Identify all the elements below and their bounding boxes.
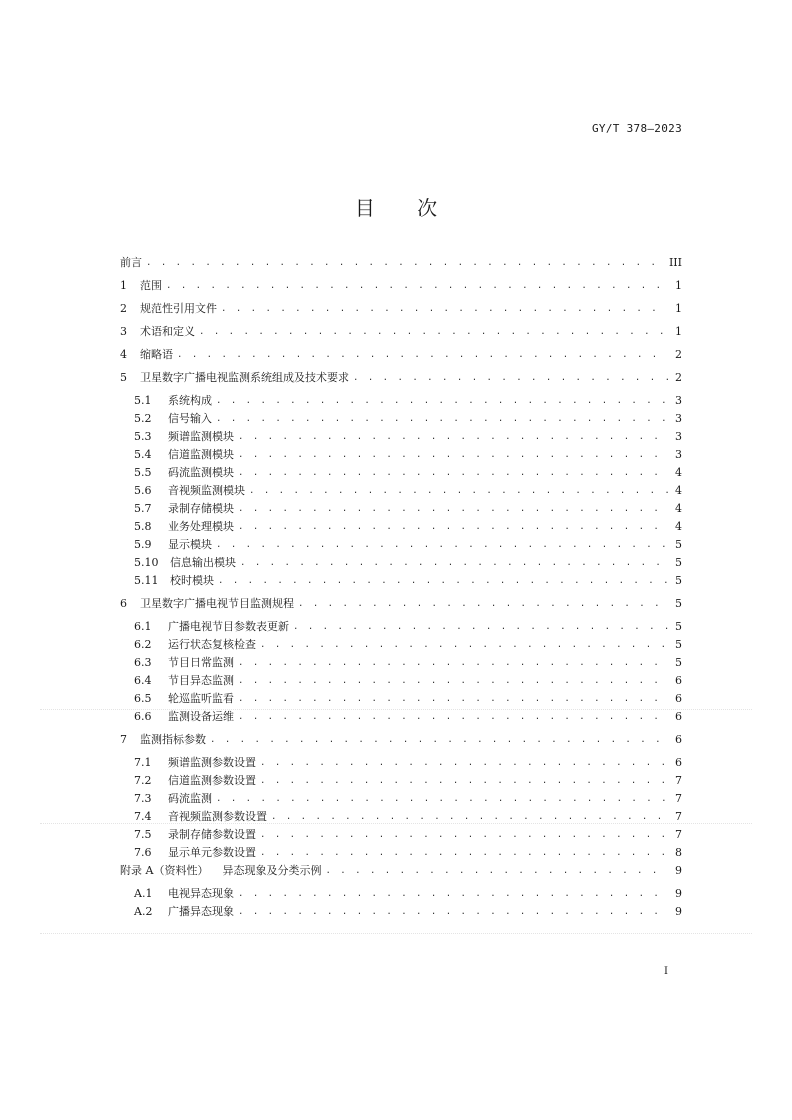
- toc-entry[interactable]: [120, 846, 682, 860]
- toc-entry-number: 5.6: [134, 484, 152, 497]
- toc-entry-label: 监测指标参数: [140, 733, 206, 746]
- toc-entry[interactable]: [120, 887, 682, 901]
- toc-entry-page: 5: [675, 638, 682, 651]
- toc-entry-label: 录制存储模块: [168, 502, 234, 515]
- toc-entry-number: A.1: [134, 887, 153, 900]
- toc-entry-page: 7: [675, 810, 682, 823]
- toc-dot-leader: [249, 484, 668, 498]
- toc-entry-page: 1: [675, 302, 682, 315]
- toc-entry-number: 5.5: [134, 466, 152, 479]
- toc-entry[interactable]: [120, 520, 682, 534]
- toc-dot-leader: [238, 674, 668, 688]
- toc-dot-leader: [216, 792, 668, 806]
- toc-entry-number: A.2: [134, 905, 153, 918]
- toc-dot-leader: [238, 692, 668, 706]
- toc-entry-page: 5: [675, 620, 682, 633]
- page-number: I: [664, 966, 668, 977]
- toc-dot-leader: [298, 597, 668, 611]
- toc-entry-label: 电视异态现象: [168, 887, 234, 900]
- toc-dot-leader: [238, 710, 668, 724]
- toc-entry-label: 音视频监测模块: [168, 484, 245, 497]
- toc-entry-label: 系统构成: [168, 394, 212, 407]
- toc-entry-page: 7: [675, 792, 682, 805]
- toc-entry[interactable]: [120, 674, 682, 688]
- toc-entry-page: 8: [675, 846, 682, 859]
- toc-entry-page: 5: [675, 538, 682, 551]
- toc-dot-leader: [260, 638, 668, 652]
- toc-entry-label: 前言: [120, 256, 142, 269]
- toc-dot-leader: [271, 810, 668, 824]
- toc-entry[interactable]: [120, 710, 682, 724]
- toc-dot-leader: [240, 556, 668, 570]
- toc-entry-page: 3: [675, 394, 682, 407]
- toc-entry-page: 5: [675, 597, 682, 610]
- toc-entry-label: 显示单元参数设置: [168, 846, 256, 859]
- toc-entry-page: III: [668, 256, 682, 269]
- toc-entry-number: 6.6: [134, 710, 152, 723]
- toc-dot-leader: [177, 348, 668, 362]
- toc-dot-leader: [260, 774, 668, 788]
- toc-entry-page: 2: [675, 371, 682, 384]
- toc-entry[interactable]: [120, 538, 682, 552]
- toc-dot-leader: [260, 846, 668, 860]
- toc-entry-page: 5: [675, 556, 682, 569]
- toc-entry-number: 5.11: [134, 574, 159, 587]
- table-of-contents: [120, 252, 682, 919]
- toc-entry-page: 6: [675, 756, 682, 769]
- toc-entry-page: 5: [675, 656, 682, 669]
- toc-entry[interactable]: [120, 638, 682, 652]
- toc-entry[interactable]: [120, 620, 682, 634]
- toc-entry[interactable]: [120, 325, 682, 339]
- toc-entry-number: 3: [120, 325, 127, 338]
- toc-entry-label: 广播异态现象: [168, 905, 234, 918]
- toc-entry[interactable]: [120, 412, 682, 426]
- toc-entry-page: 7: [675, 828, 682, 841]
- toc-entry-number: 5.4: [134, 448, 152, 461]
- scan-artifact-line: [40, 709, 752, 710]
- toc-dot-leader: [238, 448, 668, 462]
- toc-entry-page: 6: [675, 692, 682, 705]
- toc-entry-number: 7.4: [134, 810, 152, 823]
- toc-entry[interactable]: [120, 692, 682, 706]
- toc-dot-leader: [166, 279, 668, 293]
- toc-entry-label: 卫星数字广播电视监测系统组成及技术要求: [140, 371, 349, 384]
- toc-entry-number: 5: [120, 371, 127, 384]
- toc-entry[interactable]: [120, 792, 682, 806]
- toc-entry-number: 5.9: [134, 538, 152, 551]
- toc-entry-page: 7: [675, 774, 682, 787]
- toc-entry-number: 2: [120, 302, 127, 315]
- toc-entry-page: 3: [675, 448, 682, 461]
- toc-entry-number: 6.1: [134, 620, 152, 633]
- toc-entry-page: 9: [675, 905, 682, 918]
- toc-entry-label: 业务处理模块: [168, 520, 234, 533]
- toc-entry[interactable]: [120, 597, 682, 611]
- scan-artifact-line: [40, 933, 752, 934]
- toc-dot-leader: [146, 256, 665, 270]
- toc-entry-number: 6.3: [134, 656, 152, 669]
- toc-entry-label: 校时模块: [170, 574, 214, 587]
- toc-entry-label: 显示模块: [168, 538, 212, 551]
- toc-entry-page: 5: [675, 574, 682, 587]
- toc-entry-number: 7.3: [134, 792, 152, 805]
- toc-entry-page: 3: [675, 412, 682, 425]
- page-title: 目 次: [354, 196, 456, 220]
- toc-entry-label: 频谱监测模块: [168, 430, 234, 443]
- toc-entry-number: 7.5: [134, 828, 152, 841]
- toc-entry-number: 5.1: [134, 394, 152, 407]
- toc-entry-label: 录制存储参数设置: [168, 828, 256, 841]
- toc-entry-page: 9: [675, 887, 682, 900]
- toc-entry[interactable]: [120, 756, 682, 770]
- toc-entry-number: 7.1: [134, 756, 152, 769]
- toc-entry-number: 6.5: [134, 692, 152, 705]
- toc-entry-label: 频谱监测参数设置: [168, 756, 256, 769]
- toc-entry-number: 5.10: [134, 556, 159, 569]
- standard-code: GY/T 378—2023: [592, 122, 682, 135]
- toc-entry-label: 码流监测模块: [168, 466, 234, 479]
- toc-entry-label: 术语和定义: [140, 325, 195, 338]
- toc-entry[interactable]: [120, 574, 682, 588]
- toc-dot-leader: [216, 412, 668, 426]
- toc-entry-number: 附录 A（资料性）: [120, 864, 209, 877]
- toc-entry-label: 节目异态监测: [168, 674, 234, 687]
- toc-entry[interactable]: [120, 279, 682, 293]
- toc-entry-label: 监测设备运维: [168, 710, 234, 723]
- toc-dot-leader: [238, 502, 668, 516]
- toc-entry-label: 异态现象及分类示例: [222, 864, 322, 877]
- toc-entry-page: 4: [675, 484, 682, 497]
- toc-dot-leader: [293, 620, 668, 634]
- toc-entry-number: 7: [120, 733, 127, 746]
- toc-dot-leader: [260, 828, 668, 842]
- toc-entry-label: 信号输入: [168, 412, 212, 425]
- toc-entry-page: 4: [675, 520, 682, 533]
- toc-entry[interactable]: [120, 733, 682, 747]
- toc-entry-page: 6: [675, 674, 682, 687]
- toc-entry[interactable]: [120, 466, 682, 480]
- toc-entry[interactable]: [120, 774, 682, 788]
- toc-entry[interactable]: [120, 348, 682, 362]
- toc-entry-number: 5.7: [134, 502, 152, 515]
- toc-entry[interactable]: [120, 302, 682, 316]
- toc-entry-page: 6: [675, 710, 682, 723]
- toc-entry-page: 6: [675, 733, 682, 746]
- toc-entry-label: 范围: [140, 279, 162, 292]
- toc-entry-number: 4: [120, 348, 127, 361]
- toc-entry-number: 5.3: [134, 430, 152, 443]
- toc-entry-label: 轮巡监听监看: [168, 692, 234, 705]
- toc-dot-leader: [210, 733, 668, 747]
- toc-entry[interactable]: [120, 484, 682, 498]
- toc-entry-page: 9: [675, 864, 682, 877]
- toc-dot-leader: [238, 520, 668, 534]
- toc-entry[interactable]: [120, 656, 682, 670]
- toc-entry-page: 4: [675, 466, 682, 479]
- toc-entry[interactable]: [120, 810, 682, 824]
- toc-entry-label: 信道监测模块: [168, 448, 234, 461]
- toc-entry-label: 信道监测参数设置: [168, 774, 256, 787]
- toc-entry-number: 6.2: [134, 638, 152, 651]
- toc-entry-label: 节目日常监测: [168, 656, 234, 669]
- toc-dot-leader: [325, 864, 668, 878]
- toc-entry-number: 7.2: [134, 774, 152, 787]
- toc-dot-leader: [216, 538, 668, 552]
- toc-dot-leader: [238, 887, 668, 901]
- toc-entry-label: 码流监测: [168, 792, 212, 805]
- toc-entry[interactable]: [120, 828, 682, 842]
- toc-entry-number: 1: [120, 279, 127, 292]
- toc-entry-number: 5.2: [134, 412, 152, 425]
- toc-entry[interactable]: [120, 371, 682, 385]
- toc-entry-label: 卫星数字广播电视节目监测规程: [140, 597, 294, 610]
- toc-entry-page: 1: [675, 279, 682, 292]
- toc-entry-page: 2: [675, 348, 682, 361]
- toc-entry[interactable]: [120, 448, 682, 462]
- toc-dot-leader: [260, 756, 668, 770]
- toc-entry[interactable]: [120, 905, 682, 919]
- toc-dot-leader: [353, 371, 668, 385]
- toc-entry-number: 5.8: [134, 520, 152, 533]
- toc-entry-page: 3: [675, 430, 682, 443]
- toc-entry-number: 6: [120, 597, 127, 610]
- toc-entry[interactable]: [120, 430, 682, 444]
- toc-dot-leader: [216, 394, 668, 408]
- toc-entry[interactable]: [120, 502, 682, 516]
- toc-entry-label: 信息输出模块: [170, 556, 236, 569]
- scan-artifact-line: [40, 823, 752, 824]
- toc-entry[interactable]: [120, 256, 682, 270]
- toc-entry-page: 4: [675, 502, 682, 515]
- toc-entry-number: 7.6: [134, 846, 152, 859]
- toc-dot-leader: [221, 302, 668, 316]
- toc-entry-label: 规范性引用文件: [140, 302, 217, 315]
- toc-dot-leader: [218, 574, 668, 588]
- toc-entry[interactable]: [120, 556, 682, 570]
- toc-dot-leader: [238, 905, 668, 919]
- toc-entry[interactable]: [120, 864, 682, 878]
- toc-dot-leader: [238, 430, 668, 444]
- toc-entry[interactable]: [120, 394, 682, 408]
- toc-entry-label: 缩略语: [140, 348, 173, 361]
- toc-entry-label: 广播电视节目参数表更新: [168, 620, 289, 633]
- toc-entry-label: 运行状态复核检查: [168, 638, 256, 651]
- toc-dot-leader: [199, 325, 668, 339]
- toc-entry-label: 音视频监测参数设置: [168, 810, 267, 823]
- toc-dot-leader: [238, 656, 668, 670]
- toc-dot-leader: [238, 466, 668, 480]
- toc-entry-page: 1: [675, 325, 682, 338]
- toc-entry-number: 6.4: [134, 674, 152, 687]
